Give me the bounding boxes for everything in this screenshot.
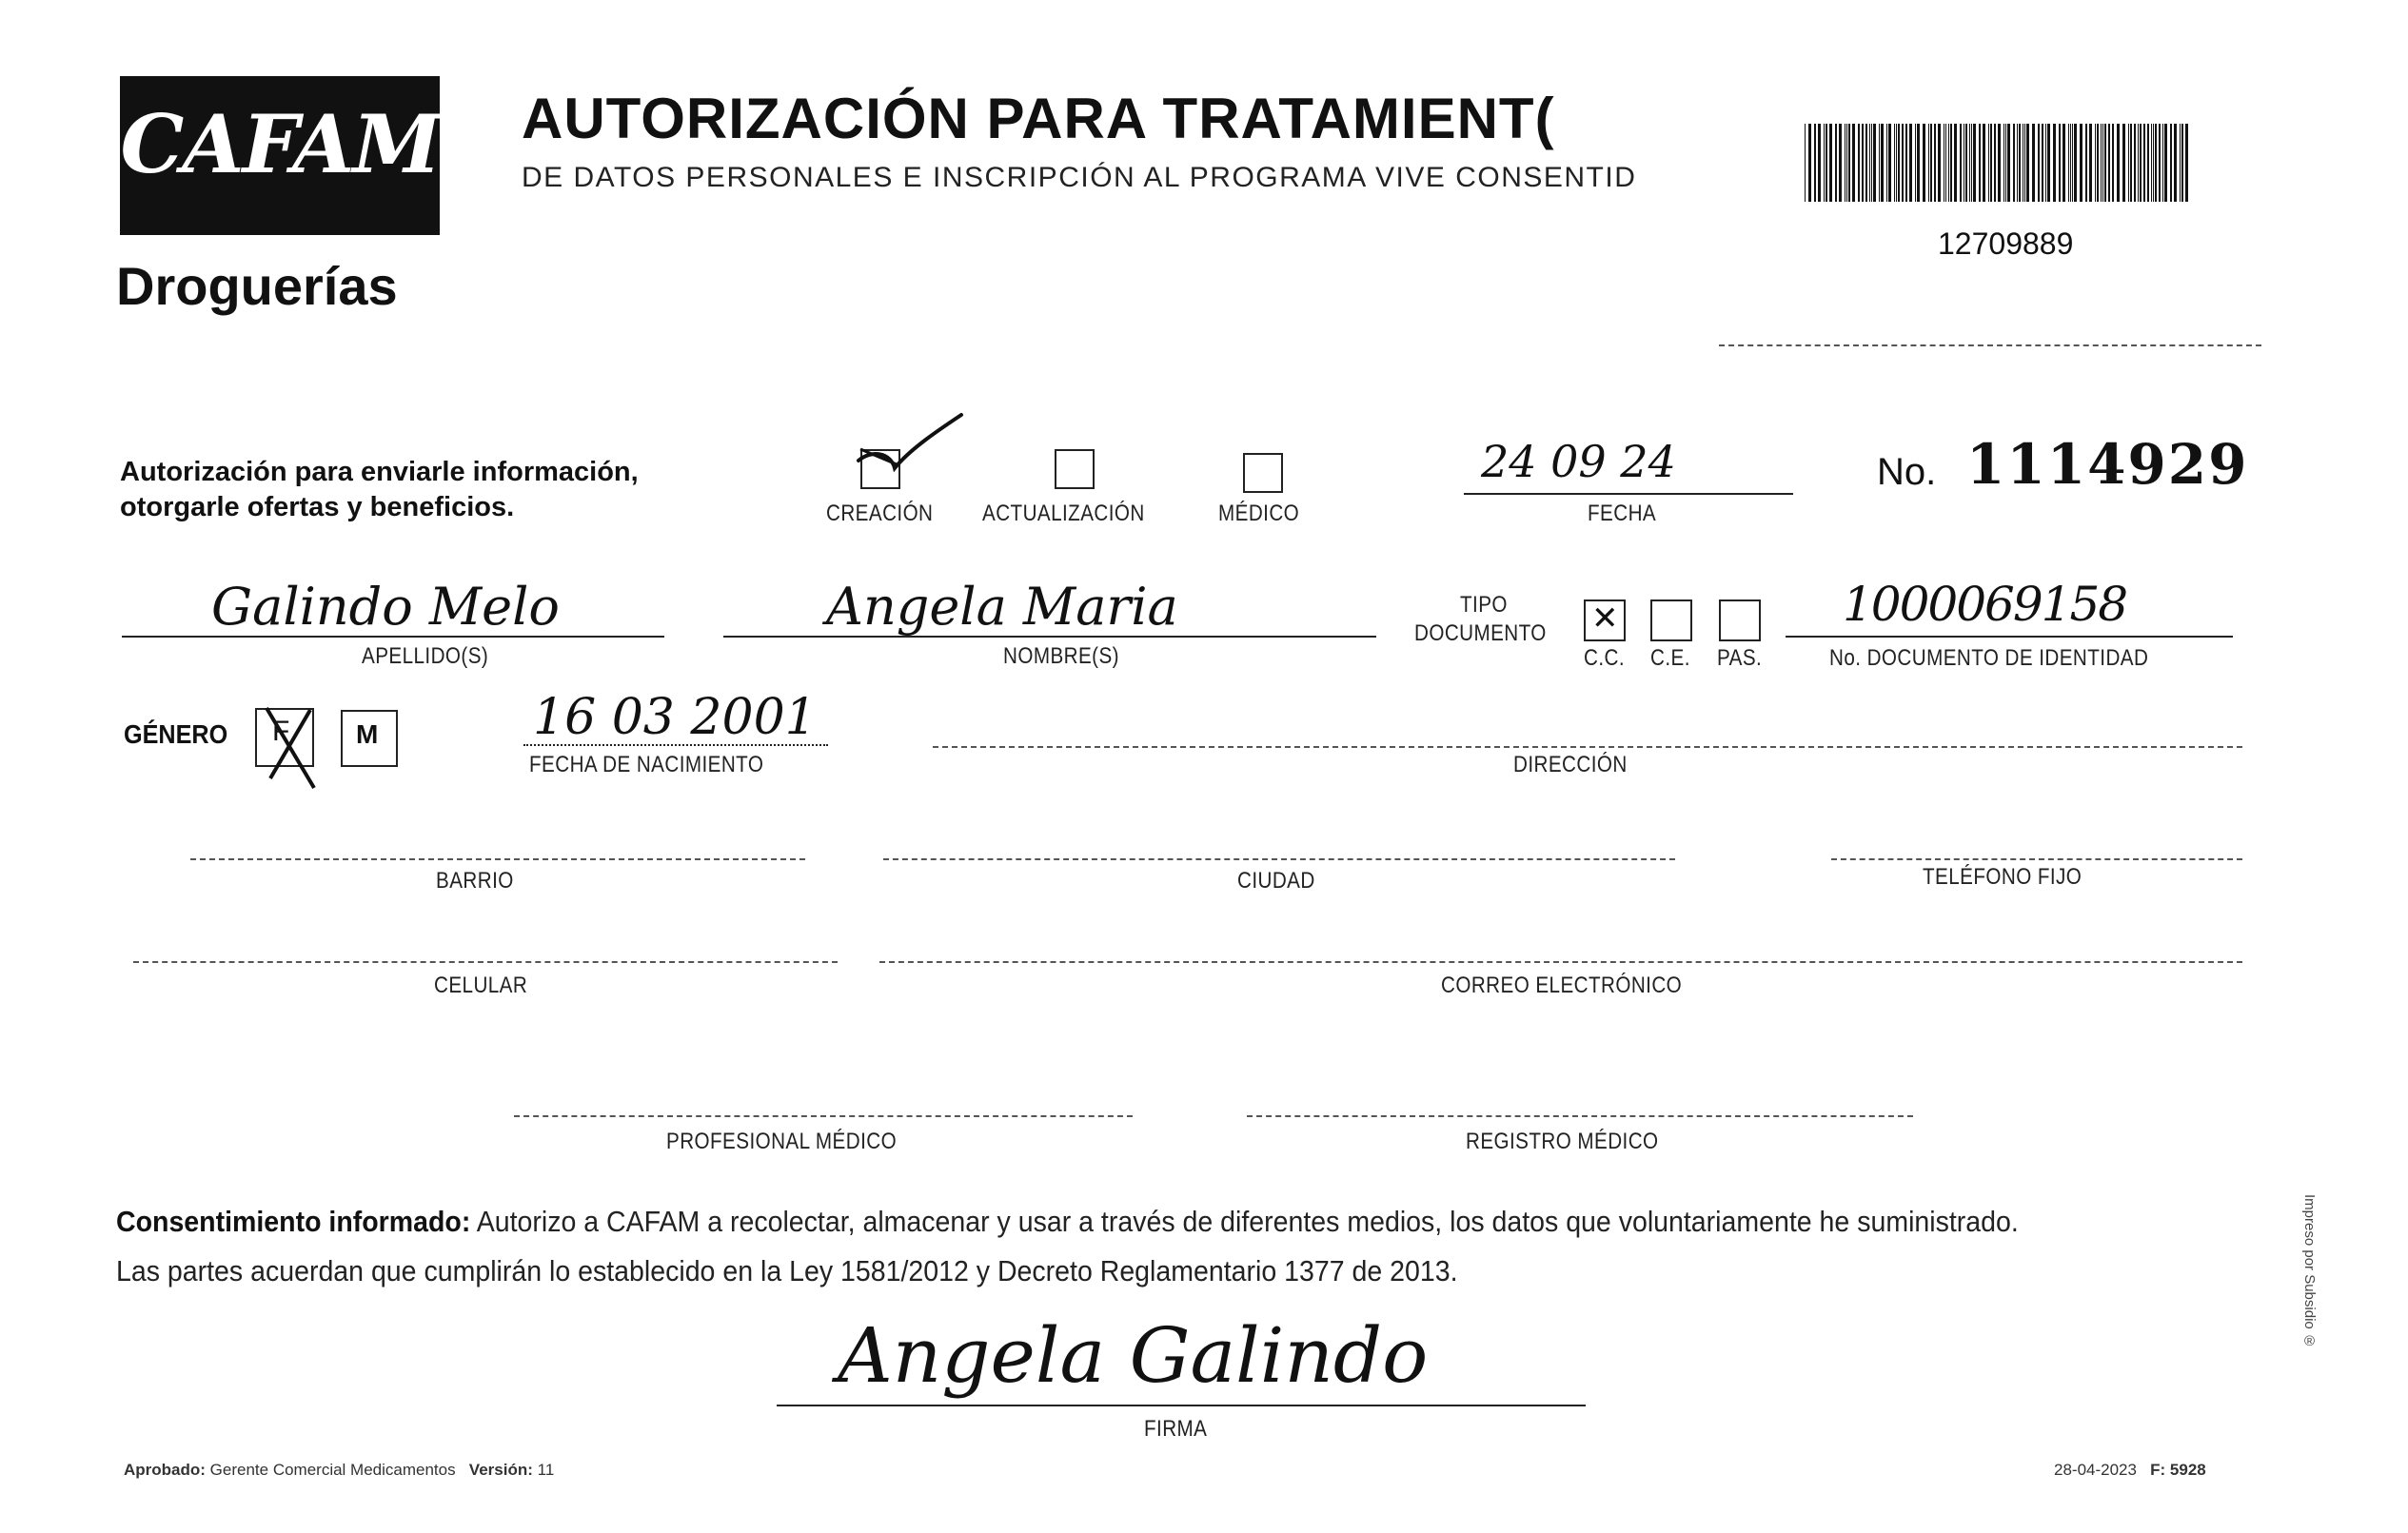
barcode-bar (1865, 124, 1867, 202)
barcode-bar (1948, 124, 1949, 202)
barcode-bar (1990, 124, 1992, 202)
fecha-nacimiento-handwritten[interactable]: 16 03 2001 (533, 689, 817, 746)
barcode-bar (2164, 124, 2167, 202)
ciudad-label: CIUDAD (1237, 868, 1315, 894)
barcode-bar (2155, 124, 2157, 202)
top-rule (1719, 344, 2261, 346)
correo-label: CORREO ELECTRÓNICO (1441, 973, 1683, 998)
telefono-label: TELÉFONO FIJO (1923, 864, 2082, 890)
barcode-bar (1954, 124, 1957, 202)
nombres-label: NOMBRE(S) (1003, 643, 1119, 669)
barcode-bar (1862, 124, 1864, 202)
genero-label: GÉNERO (124, 719, 228, 749)
barcode-bar (1879, 124, 1880, 202)
barcode-bar (2089, 124, 2092, 202)
barcode-bar (1909, 124, 1912, 202)
barcode-bar (2013, 124, 2015, 202)
registro-line (1247, 1115, 1913, 1117)
barrio-line (190, 858, 805, 860)
tipo-documento-label-1: TIPO (1460, 592, 1508, 618)
barcode-bar (2104, 124, 2106, 202)
option-label-creacion: CREACIÓN (826, 501, 934, 526)
checkbox-actualizacion[interactable] (1055, 449, 1095, 489)
authorization-line-1: Autorización para enviarle información, (120, 457, 639, 487)
genero-m-letter: M (356, 719, 379, 749)
barcode-bar (2074, 124, 2077, 202)
barcode-bar (2003, 124, 2004, 202)
barcode-bar (1886, 124, 1887, 202)
barcode-bar (2063, 124, 2065, 202)
barcode-bar (2112, 124, 2114, 202)
barcode-bar (1818, 124, 1821, 202)
barcode-bar (1988, 124, 1989, 202)
consent-text-line-1: Autorizo a CAFAM a recolectar, almacenar y usar a través de diferentes medios, los datos que voluntariamente he suministrado. (470, 1205, 2019, 1238)
consent-heading: Consentimiento informado: (116, 1205, 471, 1238)
barcode-bar (2038, 124, 2040, 202)
barcode-bar (2097, 124, 2099, 202)
doc-number-label: No. DOCUMENTO DE IDENTIDAD (1829, 645, 2149, 671)
barcode-bar (1888, 124, 1891, 202)
barcode-bar (1826, 124, 1827, 202)
barcode-bar (1898, 124, 1900, 202)
apellidos-handwritten[interactable]: Galindo Melo (211, 577, 560, 637)
barcode-bar (2072, 124, 2073, 202)
barcode-bar (1983, 124, 1985, 202)
barcode-bar (2143, 124, 2145, 202)
genero-x-mark-icon (257, 700, 324, 792)
doc-type-label-ce: C.E. (1650, 645, 1690, 671)
barcode-bar (1873, 124, 1876, 202)
authorization-text (120, 455, 639, 525)
barcode-bar (1829, 124, 1832, 202)
barcode-bar (2068, 124, 2069, 202)
version-value: 11 (537, 1461, 555, 1479)
option-label-actualizacion: ACTUALIZACIÓN (982, 501, 1145, 526)
aprobado-label: Aprobado: (124, 1461, 206, 1479)
barcode-bar (2101, 124, 2102, 202)
barcode-bar (2153, 124, 2154, 202)
barcode-bar (2059, 124, 2061, 202)
barcode-bar (1814, 124, 1816, 202)
telefono-line (1831, 858, 2242, 860)
profesional-label: PROFESIONAL MÉDICO (666, 1129, 898, 1154)
doc-type-label-cc: C.C. (1584, 645, 1625, 671)
form-title: AUTORIZACIÓN PARA TRATAMIENT( (522, 87, 1555, 150)
barcode-bar (2032, 124, 2035, 202)
barcode-bar (2085, 124, 2087, 202)
barcode-bar (1945, 124, 1946, 202)
direccion-line (933, 746, 2242, 748)
direccion-label: DIRECCIÓN (1513, 752, 1628, 777)
barcode-bar (1858, 124, 1860, 202)
barcode-bar (1871, 124, 1872, 202)
correo-line (879, 961, 2242, 963)
barcode-bar (1998, 124, 2001, 202)
consent-text-line-2: Las partes acuerdan que cumplirán lo establecido en la Ley 1581/2012 y Decreto Reglamentario 1377 de 2013. (116, 1254, 1458, 1287)
barcode-bar (2005, 124, 2006, 202)
barcode-bar (1928, 124, 1929, 202)
barcode-bar (2024, 124, 2025, 202)
barcode-bar (2053, 124, 2056, 202)
barcode-bar (1824, 124, 1825, 202)
barcode-bar (2159, 124, 2161, 202)
barcode-bar (1839, 124, 1842, 202)
barcode-bar (2108, 124, 2110, 202)
barcode-bar (1969, 124, 1970, 202)
barcode-bar (2080, 124, 2082, 202)
barcode-bar (1905, 124, 1907, 202)
barcode-bar (1979, 124, 1981, 202)
doc-number-line (1786, 636, 2233, 638)
barcode-bar (2170, 124, 2172, 202)
barcode-bar (2138, 124, 2139, 202)
apellidos-label: APELLIDO(S) (362, 643, 489, 669)
cc-x-mark-icon: ✕ (1591, 599, 1619, 638)
barcode-bar (1805, 124, 1806, 202)
barcode-bar (2042, 124, 2043, 202)
barcode-bar (1846, 124, 1847, 202)
signature-label: FIRMA (1144, 1416, 1208, 1442)
consent-paragraph (116, 1197, 2086, 1296)
fecha-handwritten[interactable]: 24 09 24 (1481, 436, 1676, 487)
aprobado-value: Gerente Comercial Medicamentos (209, 1461, 456, 1479)
version-label: Versión: (468, 1461, 533, 1479)
fecha-nacimiento-line (523, 744, 828, 746)
barcode-bar (1923, 124, 1925, 202)
side-printed-text: Impreso por Subsidio ® (2301, 1194, 2318, 1349)
barcode-bar (2180, 124, 2181, 202)
barcode-bar (2007, 124, 2010, 202)
form-subtitle: DE DATOS PERSONALES E INSCRIPCIÓN AL PROGRAMA VIVE CONSENTID (522, 162, 1637, 193)
signature-handwritten[interactable]: Angela Galindo (838, 1311, 1429, 1400)
barcode-bar (1896, 124, 1897, 202)
footer-right (2054, 1461, 2206, 1480)
barcode-bar (1848, 124, 1850, 202)
fecha-line (1464, 493, 1793, 495)
check-mark-icon (853, 411, 967, 506)
barcode-bar (2162, 124, 2163, 202)
celular-label: CELULAR (434, 973, 528, 998)
barcode-bar (1960, 124, 1962, 202)
nombres-handwritten[interactable]: Angela Maria (826, 577, 1178, 637)
signature-line (777, 1405, 1586, 1406)
barcode-bar (2026, 124, 2029, 202)
barcode-graphic (1805, 124, 2195, 202)
checkbox-medico[interactable] (1243, 453, 1283, 493)
barcode-bar (1917, 124, 1920, 202)
barcode-bar (2130, 124, 2132, 202)
option-label-medico: MÉDICO (1218, 501, 1300, 526)
barcode-bar (1938, 124, 1941, 202)
barcode-bar (2128, 124, 2129, 202)
barcode-number: 12709889 (1938, 226, 2074, 261)
barcode-bar (1869, 124, 1870, 202)
fecha-nacimiento-label: FECHA DE NACIMIENTO (529, 752, 764, 777)
barcode-bar (2102, 124, 2103, 202)
barcode-bar (2117, 124, 2120, 202)
barcode-bar (2151, 124, 2152, 202)
barcode-bar (1808, 124, 1811, 202)
barcode-bar (2070, 124, 2071, 202)
folio-label: No. (1877, 451, 1937, 493)
barcode-bar (1835, 124, 1837, 202)
barcode-bar (2185, 124, 2188, 202)
genero-f-letter: F (272, 716, 290, 747)
checkbox-ce[interactable] (1650, 599, 1692, 641)
barcode-bar (2122, 124, 2125, 202)
ciudad-line (883, 858, 1675, 860)
barcode-bar (2134, 124, 2136, 202)
barcode-bar (2147, 124, 2149, 202)
fecha-label: FECHA (1588, 501, 1657, 526)
barcode-bar (2019, 124, 2021, 202)
barcode-bar (1965, 124, 1967, 202)
barcode-bar (1930, 124, 1932, 202)
footer-date: 28-04-2023 (2054, 1461, 2137, 1479)
barcode-bar (2017, 124, 2018, 202)
checkbox-pas[interactable] (1719, 599, 1761, 641)
doc-number-handwritten[interactable]: 1000069158 (1843, 577, 2127, 632)
barcode-bar (1894, 124, 1895, 202)
barcode-bar (2047, 124, 2050, 202)
barcode-bar (1852, 124, 1855, 202)
barcode-bar (1915, 124, 1916, 202)
barcode-bar (1881, 124, 1884, 202)
barcode-bar (1902, 124, 1904, 202)
tipo-documento-label-2: DOCUMENTO (1414, 620, 1547, 646)
celular-line (133, 961, 838, 963)
barcode-bar (2045, 124, 2046, 202)
form-code: F: 5928 (2150, 1461, 2206, 1479)
brand-subtitle: Droguerías (116, 256, 398, 316)
doc-type-label-pas: PAS. (1717, 645, 1763, 671)
barcode-bar (1934, 124, 1936, 202)
barcode-bar (1973, 124, 1976, 202)
registro-label: REGISTRO MÉDICO (1466, 1129, 1659, 1154)
folio-number: 1114929 (1966, 432, 2249, 497)
barcode-bar (2095, 124, 2096, 202)
barcode-bar (1994, 124, 1996, 202)
barrio-label: BARRIO (436, 868, 514, 894)
brand-logo-text: CAFAM (120, 97, 440, 191)
barcode-bar (2181, 124, 2183, 202)
barcode-bar (2174, 124, 2177, 202)
barcode-bar (1950, 124, 1952, 202)
authorization-line-2: otorgarle ofertas y beneficios. (120, 492, 515, 522)
profesional-line (514, 1115, 1133, 1117)
barcode-bar (1971, 124, 1972, 202)
barcode-bar (2140, 124, 2142, 202)
footer-left (124, 1461, 554, 1480)
